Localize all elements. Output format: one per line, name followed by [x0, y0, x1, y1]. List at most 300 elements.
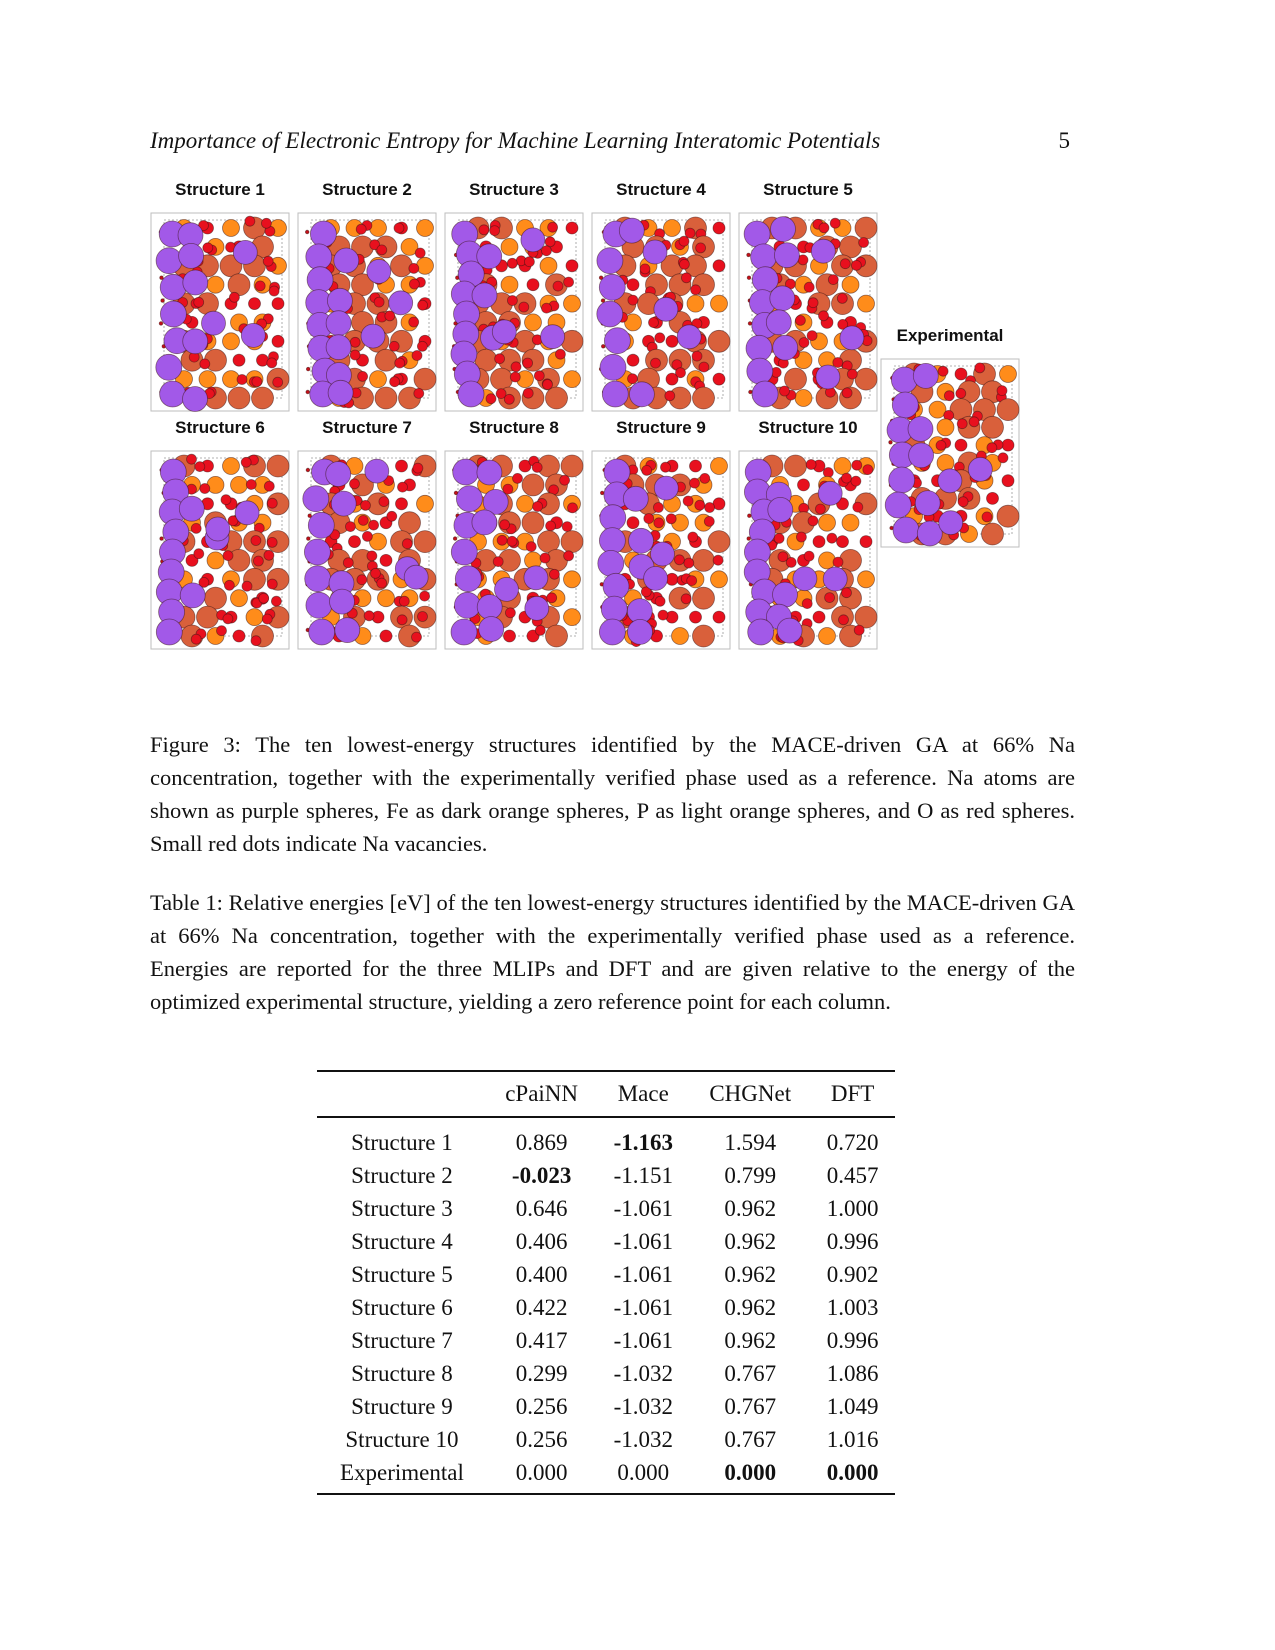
o-atom: [687, 576, 697, 586]
o-atom: [830, 218, 840, 228]
o-atom: [560, 475, 570, 485]
row-label: Structure 10: [345, 1426, 459, 1452]
o-atom: [956, 388, 966, 398]
o-atom: [798, 479, 810, 491]
o-atom: [658, 610, 668, 620]
na-atom: [541, 325, 565, 349]
o-atom: [627, 517, 639, 529]
p-atom: [231, 590, 248, 607]
row-label: Structure 3: [351, 1195, 453, 1221]
energy-cell: 0.799: [724, 1162, 777, 1188]
na-atom: [160, 301, 186, 327]
vacancy-dot: [889, 441, 893, 445]
p-atom: [672, 628, 689, 645]
o-atom: [568, 503, 578, 513]
o-atom: [390, 377, 400, 387]
fe-atom: [708, 330, 730, 352]
energy-cell: 0.962: [724, 1195, 777, 1221]
o-atom: [837, 293, 847, 303]
na-atom: [310, 221, 336, 247]
structure-label: Structure 8: [469, 418, 559, 437]
fe-atom: [693, 387, 715, 409]
fe-atom: [561, 531, 583, 553]
o-atom: [394, 223, 404, 233]
o-atom: [651, 358, 661, 368]
o-atom: [409, 317, 419, 327]
row-label: Experimental: [339, 1459, 464, 1485]
na-atom: [241, 323, 265, 347]
na-atom: [365, 459, 389, 483]
o-atom: [955, 368, 967, 380]
o-atom: [628, 374, 638, 384]
fe-atom: [414, 531, 436, 553]
o-atom: [245, 216, 255, 226]
o-atom: [627, 354, 639, 366]
o-atom: [827, 533, 837, 543]
o-atom: [806, 460, 816, 470]
structure-panel: [444, 180, 584, 412]
o-atom: [262, 614, 272, 624]
vacancy-dot: [453, 537, 457, 541]
o-atom: [217, 626, 227, 636]
o-atom: [987, 492, 999, 504]
o-atom: [813, 536, 825, 548]
structure-label: Experimental: [896, 326, 1004, 345]
p-atom: [711, 571, 728, 588]
o-atom: [379, 497, 389, 507]
row-label: Structure 4: [351, 1228, 453, 1254]
p-atom: [564, 295, 581, 312]
structure-panel: [591, 180, 731, 412]
na-atom: [597, 248, 623, 274]
o-atom: [418, 612, 428, 622]
fe-atom: [228, 387, 250, 409]
o-atom: [562, 522, 572, 532]
o-atom: [542, 303, 552, 313]
o-atom: [851, 260, 861, 270]
row-label: Structure 8: [351, 1360, 453, 1386]
o-atom: [500, 520, 510, 530]
p-atom: [501, 276, 518, 293]
na-atom: [892, 392, 918, 418]
o-atom: [853, 502, 863, 512]
o-atom: [191, 634, 201, 644]
o-atom: [859, 238, 869, 248]
na-atom: [744, 221, 770, 247]
p-atom: [525, 314, 542, 331]
na-atom: [623, 486, 648, 511]
o-atom: [807, 331, 817, 341]
o-atom: [852, 460, 862, 470]
o-atom: [958, 497, 968, 507]
o-atom: [655, 333, 665, 343]
na-atom: [770, 286, 795, 311]
na-atom: [908, 417, 933, 442]
na-atom: [654, 476, 678, 500]
na-atom: [183, 270, 208, 295]
o-atom: [397, 615, 407, 625]
na-atom: [454, 592, 480, 618]
o-atom: [705, 503, 715, 513]
crystal-structure-image: [297, 450, 437, 650]
o-atom: [350, 350, 360, 360]
structure-panel: [444, 418, 584, 650]
na-atom: [752, 381, 778, 407]
crystal-structure-image: [880, 358, 1020, 548]
table-row: [317, 1225, 895, 1258]
na-atom: [603, 573, 629, 599]
o-atom: [681, 273, 691, 283]
o-atom: [804, 282, 814, 292]
o-atom: [540, 553, 550, 563]
na-atom: [453, 459, 479, 485]
na-atom: [746, 335, 772, 361]
table-row: [317, 1357, 895, 1390]
o-atom: [863, 465, 873, 475]
o-atom: [676, 368, 686, 378]
o-atom: [627, 279, 639, 291]
o-atom: [688, 532, 698, 542]
o-atom: [653, 503, 663, 513]
o-atom: [369, 520, 379, 530]
crystal-structure-image: [444, 450, 584, 650]
o-atom: [414, 388, 424, 398]
table-row: [317, 1456, 895, 1494]
na-atom: [601, 596, 627, 622]
na-atom: [456, 486, 482, 512]
o-atom: [241, 457, 251, 467]
o-atom: [828, 275, 838, 285]
o-atom: [269, 286, 279, 296]
na-atom: [629, 382, 654, 407]
na-atom: [602, 381, 628, 407]
o-atom: [547, 593, 557, 603]
o-atom: [661, 462, 671, 472]
o-atom: [713, 373, 725, 385]
na-atom: [202, 311, 226, 335]
o-atom: [200, 359, 210, 369]
o-atom: [699, 362, 709, 372]
o-atom: [795, 315, 805, 325]
o-atom: [628, 295, 638, 305]
na-atom: [327, 288, 352, 313]
p-atom: [540, 257, 557, 274]
o-atom: [713, 222, 725, 234]
o-atom: [380, 554, 392, 566]
figure-3: [150, 180, 1075, 676]
p-atom: [842, 276, 859, 293]
vacancy-dot: [747, 537, 751, 541]
o-atom: [526, 542, 536, 552]
p-atom: [819, 514, 836, 531]
crystal-structure-image: [591, 450, 731, 650]
energy-cell: 1.594: [724, 1129, 777, 1155]
na-atom: [183, 387, 208, 412]
o-atom: [272, 335, 284, 347]
o-atom: [504, 394, 514, 404]
na-atom: [524, 566, 548, 590]
row-label-header: [317, 1071, 487, 1117]
na-atom: [179, 496, 204, 521]
na-atom: [361, 324, 385, 348]
o-atom: [195, 462, 205, 472]
na-atom: [160, 381, 186, 407]
p-atom: [564, 609, 581, 626]
o-atom: [495, 354, 505, 364]
energy-cell: -1.061: [613, 1261, 673, 1287]
energy-cell: 1.086: [826, 1360, 879, 1386]
na-atom: [451, 539, 477, 565]
o-atom: [666, 514, 676, 524]
na-atom: [840, 326, 864, 350]
na-atom: [597, 301, 623, 327]
structure-panel: [738, 418, 878, 650]
energy-cell: 0.869: [515, 1129, 568, 1155]
na-atom: [773, 335, 798, 360]
table-row: [317, 1117, 895, 1159]
na-atom: [458, 381, 484, 407]
na-atom: [600, 505, 626, 531]
o-atom: [273, 377, 283, 387]
na-atom: [179, 243, 204, 268]
structure-label: Structure 6: [175, 418, 265, 437]
fe-atom: [561, 455, 583, 477]
na-atom: [330, 589, 355, 614]
o-atom: [957, 419, 967, 429]
o-atom: [842, 588, 852, 598]
fe-atom: [693, 625, 715, 647]
na-atom: [306, 592, 332, 618]
crystal-structure-image: [738, 212, 878, 412]
vacancy-dot: [161, 299, 165, 303]
na-atom: [156, 619, 182, 645]
o-atom: [534, 371, 544, 381]
o-atom: [690, 478, 700, 488]
na-atom: [677, 325, 701, 349]
o-atom: [249, 298, 261, 310]
o-atom: [389, 341, 399, 351]
o-atom: [377, 245, 387, 255]
o-atom: [395, 358, 405, 368]
o-atom: [513, 473, 523, 483]
vacancy-dot: [306, 468, 310, 472]
table-header-row: [317, 1071, 895, 1117]
o-atom: [553, 281, 563, 291]
o-atom: [507, 258, 517, 268]
o-atom: [780, 386, 790, 396]
o-atom: [350, 479, 360, 489]
na-atom: [968, 457, 992, 481]
energy-cell: -1.061: [613, 1327, 673, 1353]
o-atom: [847, 369, 857, 379]
o-atom: [644, 514, 654, 524]
energy-cell: 0.400: [515, 1261, 568, 1287]
o-atom: [255, 281, 265, 291]
o-atom: [345, 522, 355, 532]
o-atom: [690, 611, 702, 623]
energy-cell: 0.000: [515, 1459, 568, 1485]
p-atom: [417, 257, 434, 274]
na-atom: [771, 217, 796, 242]
o-atom: [655, 596, 665, 606]
o-atom: [510, 372, 520, 382]
na-atom: [777, 618, 802, 643]
na-atom: [206, 517, 230, 541]
energy-cell: 1.016: [826, 1426, 879, 1452]
na-atom: [604, 328, 630, 354]
na-atom: [525, 596, 549, 620]
fe-atom: [375, 387, 397, 409]
energy-cell: 0.767: [724, 1426, 777, 1452]
o-atom: [813, 611, 825, 623]
crystal-structure-image: [150, 212, 290, 412]
na-atom: [913, 363, 938, 388]
na-atom: [598, 550, 624, 576]
fe-atom: [546, 387, 568, 409]
o-atom: [839, 615, 849, 625]
na-atom: [304, 539, 330, 565]
fe-atom: [522, 512, 544, 534]
o-atom: [223, 614, 233, 624]
o-atom: [535, 625, 545, 635]
p-atom: [223, 333, 240, 350]
p-atom: [246, 609, 263, 626]
vacancy-dot: [601, 345, 605, 349]
structure-panel: [150, 180, 290, 412]
o-atom: [684, 558, 694, 568]
na-atom: [891, 367, 917, 393]
o-atom: [504, 630, 516, 642]
energy-cell: 0.996: [826, 1228, 879, 1254]
structure-label: Structure 7: [322, 418, 412, 437]
na-atom: [889, 467, 915, 493]
energy-cell: 0.406: [515, 1228, 568, 1254]
na-atom: [477, 460, 502, 485]
column-header: Mace: [617, 1081, 669, 1106]
o-atom: [402, 539, 412, 549]
o-atom: [691, 285, 701, 295]
energy-cell: 0.996: [826, 1327, 879, 1353]
p-atom: [517, 495, 534, 512]
na-atom: [326, 462, 351, 487]
energy-cell: 0.457: [826, 1162, 879, 1188]
na-atom: [651, 542, 675, 566]
fe-atom: [267, 455, 289, 477]
energy-cell: 0.767: [724, 1393, 777, 1419]
na-atom: [492, 320, 516, 344]
vacancy-dot: [747, 276, 751, 280]
energy-cell: 0.646: [515, 1195, 568, 1221]
na-atom: [811, 239, 835, 263]
vacancy-dot: [307, 537, 311, 541]
o-atom: [982, 512, 992, 522]
o-atom: [364, 611, 374, 621]
o-atom: [507, 296, 517, 306]
energy-cell: -1.032: [613, 1393, 673, 1419]
o-atom: [527, 279, 539, 291]
o-atom: [357, 575, 367, 585]
o-atom: [837, 536, 849, 548]
o-atom: [523, 358, 533, 368]
o-atom: [842, 473, 852, 483]
p-atom: [711, 458, 728, 475]
o-atom: [367, 551, 377, 561]
na-atom: [472, 283, 497, 308]
na-atom: [307, 267, 333, 293]
p-atom: [564, 571, 581, 588]
o-atom: [649, 318, 659, 328]
p-atom: [564, 371, 581, 388]
na-atom: [334, 248, 359, 273]
o-atom: [774, 533, 784, 543]
o-atom: [396, 498, 408, 510]
energy-cell: -1.151: [613, 1162, 673, 1188]
o-atom: [490, 226, 500, 236]
vacancy-dot: [747, 253, 751, 257]
table-row: [317, 1192, 895, 1225]
o-atom: [271, 596, 281, 606]
o-atom: [1002, 475, 1014, 487]
o-atom: [833, 358, 843, 368]
o-atom: [987, 443, 997, 453]
vacancy-dot: [748, 322, 752, 326]
energy-cell: -1.163: [613, 1129, 673, 1155]
figure-caption: Figure 3: The ten lowest-energy structures identified by the MACE-driven GA at 66% Na concentration, together with the experimentally verified phase used as a reference. Na atoms are shown as purple spheres, Fe as dark orange spheres, P as light orange spheres, and O as red spheres. Small red dots indicate Na vacancies.: [150, 732, 1075, 856]
o-atom: [842, 388, 852, 398]
energy-cell: 0.767: [724, 1360, 777, 1386]
na-atom: [773, 582, 798, 607]
na-atom: [328, 380, 353, 405]
energy-cell: 1.000: [826, 1195, 879, 1221]
o-atom: [998, 453, 1008, 463]
structure-label: Structure 1: [175, 180, 265, 199]
o-atom: [802, 599, 812, 609]
fe-atom: [855, 217, 877, 239]
o-atom: [263, 256, 273, 266]
o-atom: [374, 297, 384, 307]
structure-label: Structure 2: [322, 180, 412, 199]
o-atom: [253, 556, 263, 566]
energy-cell: 0.299: [515, 1360, 568, 1386]
table-row: [317, 1390, 895, 1423]
o-atom: [358, 371, 368, 381]
o-atom: [640, 264, 650, 274]
na-atom: [326, 311, 351, 336]
o-atom: [713, 555, 723, 565]
o-atom: [819, 311, 829, 321]
na-atom: [885, 492, 911, 518]
na-atom: [455, 566, 481, 592]
o-atom: [938, 366, 948, 376]
o-atom: [955, 439, 967, 451]
p-atom: [687, 295, 704, 312]
energy-cell: 0.720: [826, 1129, 879, 1155]
crystal-structure-image: [150, 450, 290, 650]
o-atom: [362, 531, 372, 541]
o-atom: [532, 462, 542, 472]
na-atom: [599, 619, 625, 645]
structure-label: Structure 4: [616, 180, 706, 199]
p-atom: [417, 495, 434, 512]
structure-panel: [738, 180, 878, 412]
o-atom: [412, 351, 422, 361]
o-atom: [823, 468, 833, 478]
o-atom: [654, 518, 664, 528]
na-atom: [909, 443, 934, 468]
table-row: [317, 1258, 895, 1291]
fe-atom: [693, 587, 715, 609]
o-atom: [187, 454, 197, 464]
